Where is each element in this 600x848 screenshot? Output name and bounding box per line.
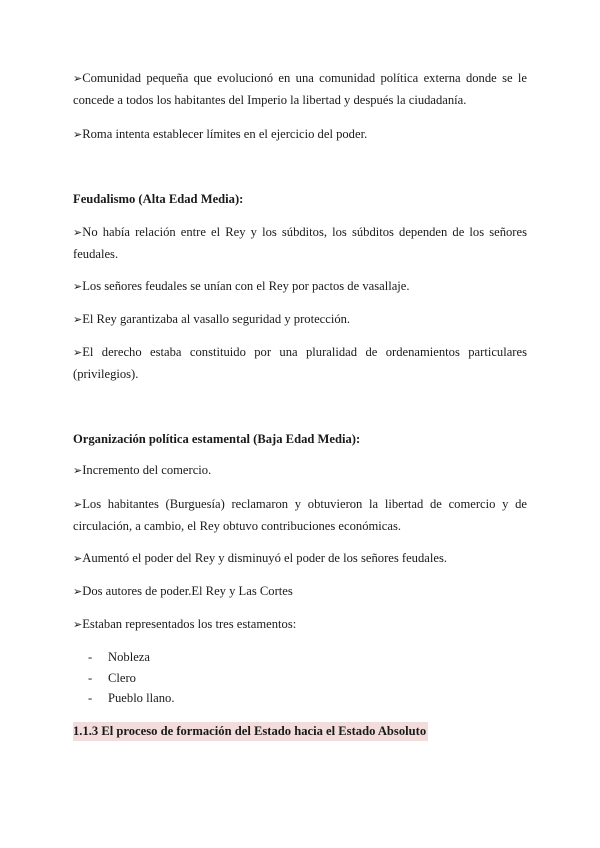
bullet-arrow-icon: ➢: [73, 498, 83, 511]
bullet-arrow-icon: ➢: [73, 585, 83, 598]
paragraph-feudal-1: ➢No había relación entre el Rey y los súbditos, los súbditos dependen de los señores feudales.: [73, 225, 527, 261]
bullet-arrow-icon: ➢: [73, 346, 83, 359]
bullet-arrow-icon: ➢: [73, 226, 83, 239]
heading-estamental: Organización política estamental (Baja Edad Media):: [73, 432, 361, 446]
section-title: 1.1.3 El proceso de formación del Estado hacia el Estado Absoluto: [73, 722, 428, 741]
paragraph-estamental-1: ➢Incremento del comercio.: [73, 463, 212, 477]
bullet-arrow-icon: ➢: [73, 280, 83, 293]
paragraph-roma: ➢Roma intenta establecer límites en el ejercicio del poder.: [73, 127, 368, 141]
bullet-arrow-icon: ➢: [73, 72, 83, 85]
paragraph-feudal-2: ➢Los señores feudales se unían con el Rey por pactos de vasallaje.: [73, 279, 410, 293]
estamentos-list: [88, 647, 174, 709]
paragraph-estamental-5: ➢Estaban representados los tres estamentos:: [73, 617, 297, 631]
bullet-arrow-icon: ➢: [73, 313, 83, 326]
paragraph-estamental-2: ➢Los habitantes (Burguesía) reclamaron y obtuvieron la libertad de comercio y de circulación, a cambio, el Rey obtuvo contribuciones económicas.: [73, 497, 527, 533]
paragraph-feudal-4: ➢El derecho estaba constituido por una pluralidad de ordenamientos particulares (privilegios).: [73, 345, 527, 381]
bullet-arrow-icon: ➢: [73, 618, 83, 631]
paragraph-estamental-3: ➢Aumentó el poder del Rey y disminuyó el poder de los señores feudales.: [73, 551, 448, 565]
bullet-arrow-icon: ➢: [73, 464, 83, 477]
list-item: - Nobleza: [88, 650, 150, 664]
paragraph-estamental-4: ➢Dos autores de poder.El Rey y Las Cortes: [73, 584, 293, 598]
paragraph-comunidad: ➢Comunidad pequeña que evolucionó en una comunidad política externa donde se le concede a todos los habitantes del Imperio la libertad y después la ciudadanía.: [73, 71, 527, 107]
bullet-arrow-icon: ➢: [73, 552, 83, 565]
heading-feudalismo: Feudalismo (Alta Edad Media):: [73, 192, 244, 206]
paragraph-feudal-3: ➢El Rey garantizaba al vasallo seguridad y protección.: [73, 312, 351, 326]
bullet-arrow-icon: ➢: [73, 128, 83, 141]
list-item: - Clero: [88, 670, 136, 685]
list-item: - Pueblo llano.: [88, 691, 175, 705]
